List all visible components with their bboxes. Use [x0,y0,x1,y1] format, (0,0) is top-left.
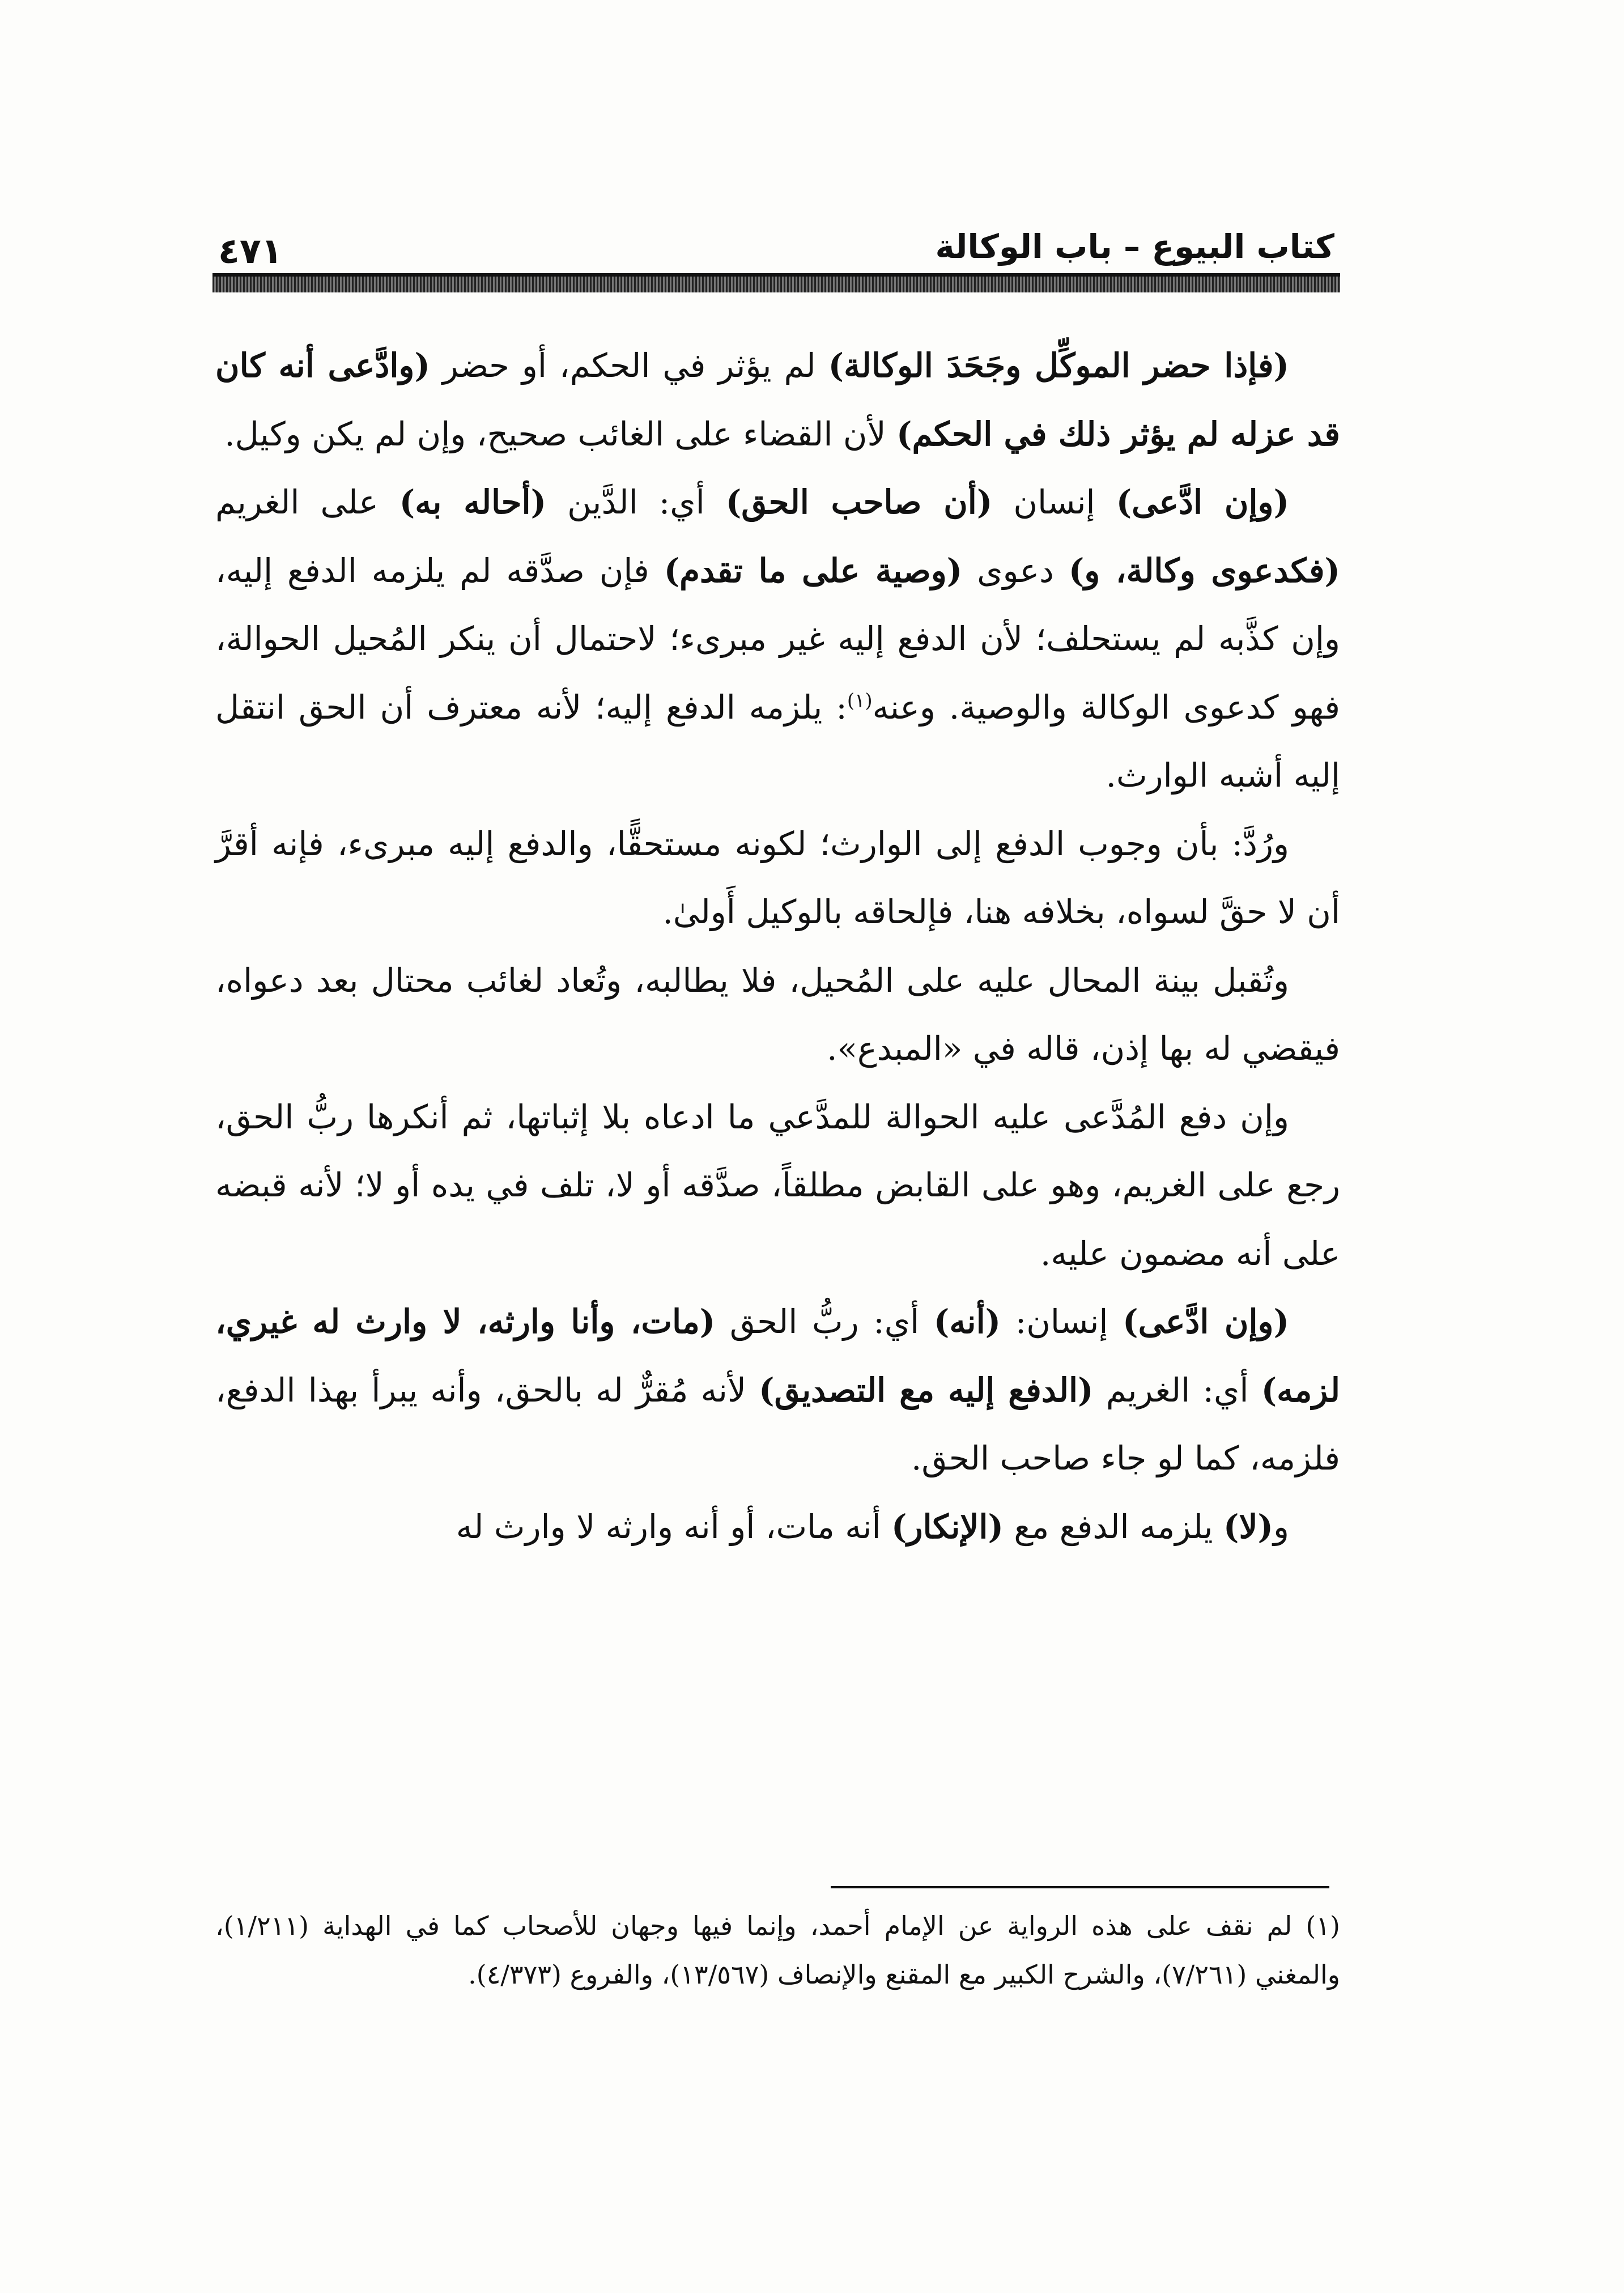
main-text [215,332,1340,1561]
matn-text: (الدفع إليه مع التصديق) [759,1370,1094,1409]
running-title: كتاب البيوع – باب الوكالة [935,227,1334,266]
matn-text: (وإن ادَّعى) [1116,483,1290,521]
sharh-text: على الغريم [215,483,399,521]
matn-text: (أنه) [933,1302,1001,1341]
page-header [218,224,1334,269]
matn-text: (فإذا حضر الموكِّل وجَحَدَ الوكالة) [828,346,1290,385]
paragraph-7 [215,1493,1340,1561]
sharh-text: أي: الغريم [1093,1370,1261,1409]
paragraph-5: وإن دفع المُدَّعى عليه الحوالة للمدَّعي ما ادعاه بلا إثباتها، ثم أنكرها ربُّ الحق، رجع على الغريم، وهو على القابض مطلقاً، صدَّقه أو لا، تلف في يده أو لا؛ لأنه قبضه على أنه مضمون عليه. [215,1097,1340,1273]
sharh-text: لم يؤثر في الحكم، أو حضر [430,346,828,385]
footnote-1: (١) لم نقف على هذه الرواية عن الإمام أحمد، وإنما فيها وجهان للأصحاب كما في الهداية (١/٢١١)، والمغني (٧/٢٦١)، والشرح الكبير مع المقنع والإنصاف (١٣/٥٦٧)، والفروع (٤/٣٧٣). [215,1910,1340,1990]
sharh-text: فإن صدَّقه لم يلزمه الدفع إليه، وإن كذَّبه لم يستحلف؛ لأن الدفع إليه غير مبرىء؛ لاحتمال أن ينكر المُحيل الحوالة، فهو كدعوى الوكالة والوصية. وعنه [215,551,1341,727]
paragraph-3: ورُدَّ: بأن وجوب الدفع إلى الوارث؛ لكونه مستحقًّا، والدفع إليه مبرىء، فإنه أقرَّ أن لا حقَّ لسواه، بخلافه هنا، فإلحاقه بالوكيل أَولىٰ. [215,824,1340,931]
header-rule [212,273,1340,292]
sharh-text: لأن القضاء على الغائب صحيح، وإن لم يكن وكيل. [224,414,897,453]
sharh-text: : يلزمه الدفع إليه؛ لأنه معترف أن الحق انتقل إليه أشبه الوارث. [215,687,1340,795]
sharh-text: و [1273,1507,1289,1546]
paragraph-4: وتُقبل بينة المحال عليه على المُحيل، فلا يطالبه، وتُعاد لغائب محتال بعد دعواه، فيقضي له بها إذن، قاله في «المبدع». [215,961,1340,1068]
matn-text: (لا) [1223,1507,1273,1546]
matn-text: (وادَّعى أنه كان قد عزله لم يؤثر ذلك في الحكم) [215,346,1340,453]
matn-text: (أن صاحب الحق) [725,483,993,521]
sharh-text: أي: ربُّ الحق [715,1302,934,1341]
paragraph-2 [215,468,1340,810]
paragraph-6 [215,1288,1340,1493]
matn-text: (مات، وأنا وارثه، لا وارث له غيري، لزمه) [215,1302,1341,1409]
paragraph-1 [215,332,1340,468]
matn-text: (فكدعوى وكالة، و) [1068,551,1340,590]
sharh-text: دعوى [962,551,1069,590]
sharh-text: إنسان [992,483,1116,521]
sharh-text: لأنه مُقرٌّ له بالحق، وأنه يبرأ بهذا الدفع، فلزمه، كما لو جاء صاحب الحق. [215,1370,1340,1477]
matn-text: (أحاله به) [399,483,547,521]
matn-text: (الإنكار) [891,1507,1004,1546]
sharh-text: إنسان: [1001,1302,1123,1341]
matn-text: (وإن ادَّعى) [1123,1302,1290,1341]
footnotes [215,1901,1340,1999]
page-number: ٤٧١ [218,230,283,271]
footnote-separator [831,1886,1329,1888]
sharh-text: أي: الدَّين [546,483,726,521]
matn-text: (وصية على ما تقدم) [664,551,963,590]
footnote-reference: (١) [847,689,873,712]
sharh-text: يلزمه الدفع مع [1003,1507,1224,1546]
sharh-text: أنه مات، أو أنه وارثه لا وارث له [456,1507,892,1546]
